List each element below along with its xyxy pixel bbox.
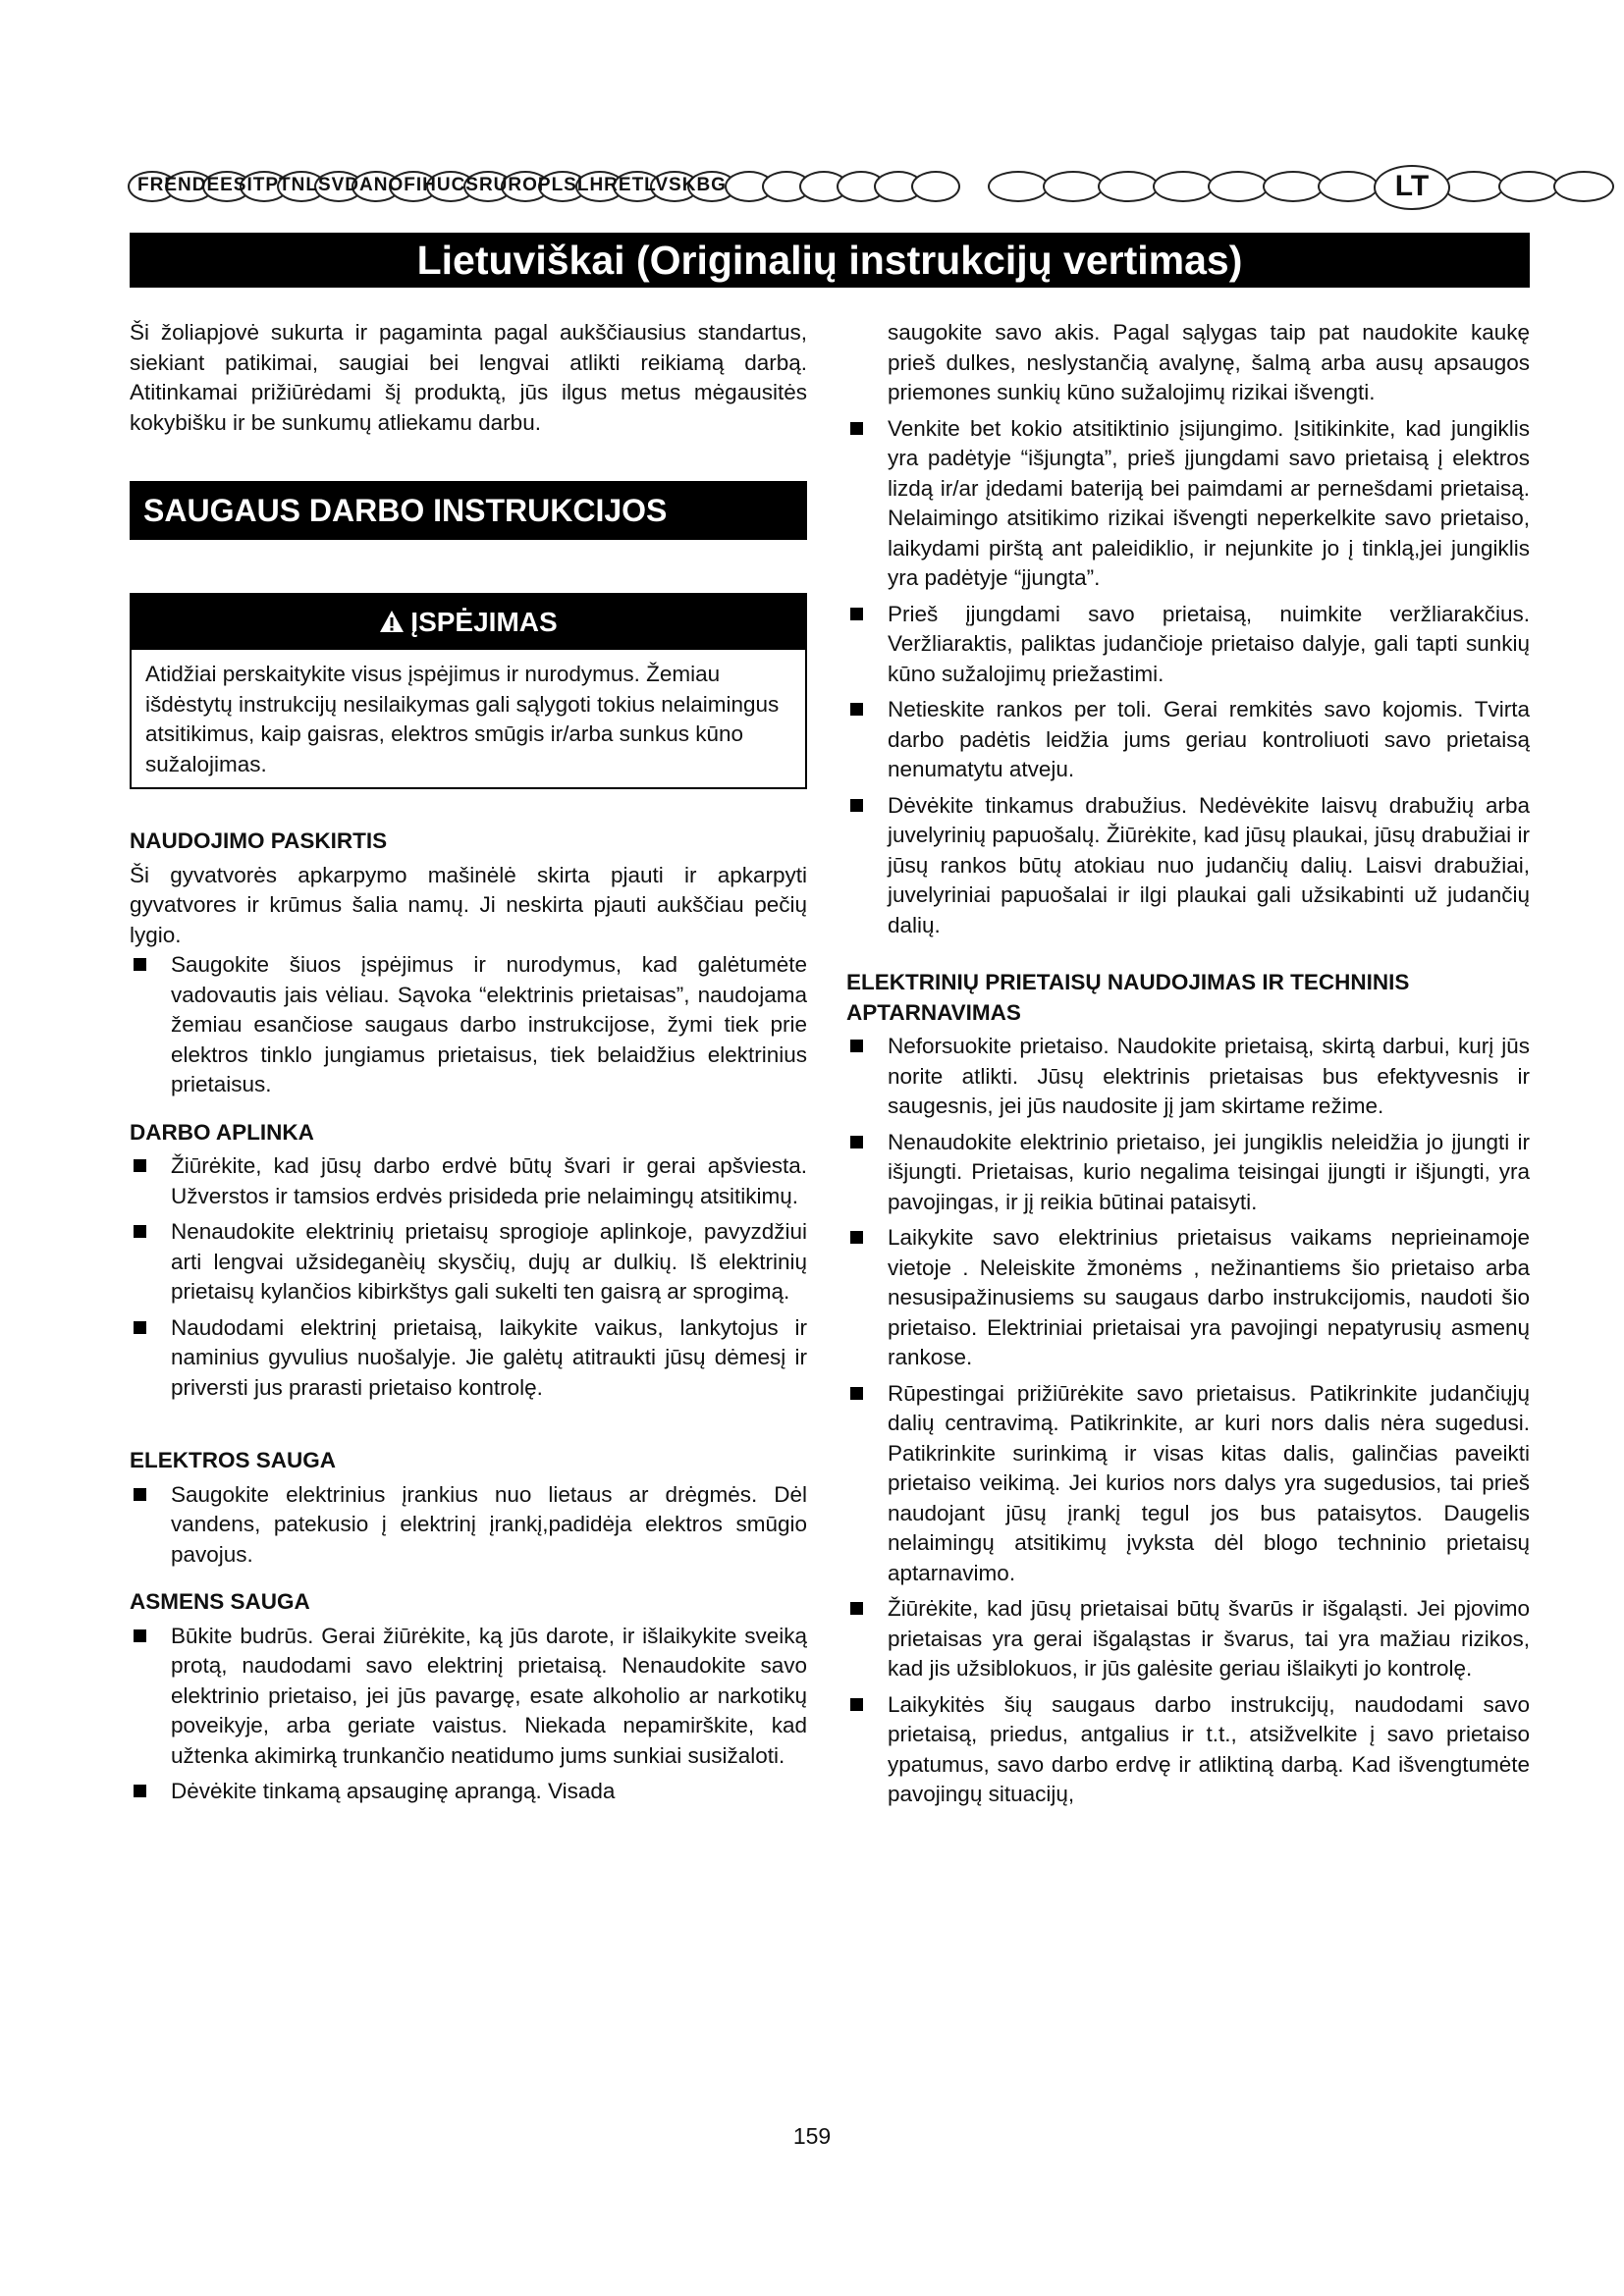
- electrical-section: [130, 1446, 807, 1570]
- warning-heading: ĮSPĖJIMAS: [410, 607, 558, 637]
- list-item: [846, 1690, 1530, 1810]
- bullet-square-icon: [850, 799, 863, 812]
- lang-oval: [1443, 171, 1504, 202]
- bullet-square-icon: [134, 1488, 146, 1501]
- work-area-list: [130, 1151, 807, 1403]
- right-column: [846, 318, 1530, 1816]
- personal-list: [130, 1622, 807, 1807]
- list-item: [846, 414, 1530, 594]
- language-tab-strip: [128, 169, 1522, 208]
- list-item: [130, 1151, 807, 1211]
- lang-oval: [1208, 171, 1269, 202]
- bullet-square-icon: [850, 1698, 863, 1711]
- list-item: [130, 1313, 807, 1404]
- work-area-section: [130, 1118, 807, 1404]
- tools-heading: ELEKTRINIŲ PRIETAISŲ NAUDOJIMAS IR TECHNINIS APTARNAVIMAS: [846, 970, 1410, 1025]
- list-item-text: Nenaudokite elektrinių prietaisų sprogioje aplinkoje, pavyzdžiui arti lengvai užsideganèių skysčių, dujų ar dulkių. Iš elektrinių prietaisų kylančios kibirkštys gali sukelti ten gaisrą ar sprogimą.: [171, 1219, 807, 1304]
- bullet-square-icon: [850, 608, 863, 620]
- bullet-square-icon: [134, 1785, 146, 1797]
- work-area-heading: DARBO APLINKA: [130, 1119, 314, 1145]
- list-item-text: Neforsuokite prietaiso. Naudokite prietaisą, skirtą darbui, kurį jūs norite atlikti. Jūsų elektrinis prietaisas bus efektyvesnis ir saugesnis, jei jūs naudosite jį jam skirtame režime.: [888, 1034, 1530, 1118]
- usage-heading: NAUDOJIMO PASKIRTIS: [130, 828, 388, 853]
- bullet-square-icon: [850, 422, 863, 435]
- list-item: [846, 1594, 1530, 1684]
- list-item: [846, 695, 1530, 785]
- list-item-text: Būkite budrūs. Gerai žiūrėkite, ką jūs darote, ir išlaikykite sveiką protą, naudodami savo elektrinį prietaisą. Nenaudokite savo elektrinio prietaiso, jei jūs pavargę, esate alkoholio ar narkotikų poveikyje, arba geriate vaistus. Niekada nepamirškite, kad užtenka akimirką trunkančio neatidumo jums sunkiai susižaloti.: [171, 1623, 807, 1768]
- list-item-text: Venkite bet kokio atsitiktinio įsijungimo. Įsitikinkite, kad jungiklis yra padėtyje “išjungta”, prieš įjungdami savo prietaisą į elektros lizdą ir/ar įdedami bateriją bei paimdami ar pernešdami prietaisą. Nelaimingo atsitikimo rizikai išvengti neperkelkite savo prietaiso, laikydami pirštą ant paleidiklio, ir nejunkite jo į tinklą,jei jungiklis yra padėtyje “įjungta”.: [888, 415, 1530, 590]
- list-item: [846, 600, 1530, 690]
- list-item: [846, 1128, 1530, 1218]
- bullet-square-icon: [850, 1231, 863, 1244]
- lang-oval: [1098, 171, 1159, 202]
- active-language-tab: LT: [1374, 165, 1450, 210]
- personal-heading: ASMENS SAUGA: [130, 1589, 310, 1614]
- bullet-square-icon: [134, 1321, 146, 1334]
- intro-paragraph: Ši žoliapjovė sukurta ir pagaminta pagal aukščiausius standartus, siekiant patikimai, saugiai bei lengvai atlikti reikiamą darbą. Atitinkamai prižiūrėdami šį produktą, jūs ilgus metus mėgausitės kokybišku ir be sunkumų atliekamu darbu.: [130, 320, 807, 435]
- tools-list: [846, 1032, 1530, 1810]
- bullet-square-icon: [134, 1629, 146, 1642]
- list-item: [846, 1379, 1530, 1589]
- list-item-text: Dėvėkite tinkamus drabužius. Nedėvėkite laisvų drabužių arba juvelyrinių papuošalų. Žiūrėkite, kad jūsų plaukai, jūsų drabužiai ir jūsų rankos būtų atokiau nuo judančių dalių. Laisvi drabužiai, juvelyriniai papuošalai ir ilgi plaukai gali užsikabinti už judančių dalių.: [888, 792, 1530, 937]
- list-item-text: Dėvėkite tinkamą apsauginę aprangą. Visada: [171, 1779, 616, 1803]
- list-item: [846, 791, 1530, 941]
- language-codes: FRENDEESITPTNLSVDANOFIHUCSRUROPLSLHRETLVSKBG: [137, 175, 727, 195]
- bullet-square-icon: [850, 1040, 863, 1052]
- list-item-text: Žiūrėkite, kad jūsų prietaisai būtų švarūs ir išgaląsti. Jei pjovimo prietaisas yra gerai išgaląstas ir švarus, tai yra mažiau rizikos, kad jis užsiblokuos, ir jūs galėsite geriau išlaikyti jo kontrolę.: [888, 1596, 1530, 1681]
- page-title: Lietuviškai (Originalių instrukcijų vertimas): [130, 233, 1530, 288]
- warning-box: [130, 593, 807, 789]
- warning-header: [132, 595, 805, 650]
- list-item: [130, 1622, 807, 1772]
- list-item: [846, 1032, 1530, 1122]
- lang-oval: [1263, 171, 1324, 202]
- list-item: [130, 1480, 807, 1571]
- list-item-text: Žiūrėkite, kad jūsų darbo erdvė būtų švari ir gerai apšviesta. Užverstos ir tamsios erdvės prisideda prie nelaimingų atsitikimų.: [171, 1153, 807, 1208]
- list-item-text: Netieskite rankos per toli. Gerai remkitės savo kojomis. Tvirta darbo padėtis leidžia jums geriau kontroliuoti savo prietaisą nenumatytu atveju.: [888, 697, 1530, 781]
- bullet-square-icon: [850, 703, 863, 716]
- bullet-square-icon: [850, 1136, 863, 1148]
- warning-text: Atidžiai perskaitykite visus įspėjimus ir nurodymus. Žemiau išdėstytų instrukcijų nesilaikymas gali sąlygoti tokius nelaimingus atsitikimus, kaip gaisras, elektros smūgis ir/arba sunkus kūno sužalojimas.: [145, 662, 780, 776]
- personal-list-continued: [846, 414, 1530, 941]
- list-item: [846, 1223, 1530, 1373]
- lang-oval: [1498, 171, 1559, 202]
- personal-section: [130, 1587, 807, 1807]
- list-item-text: Prieš įjungdami savo prietaisą, nuimkite veržliarakčius. Veržliaraktis, paliktas judančioje prietaiso dalyje, gali tapti sunkių kūno sužalojimų priežastimi.: [888, 601, 1530, 686]
- lang-oval: [1318, 171, 1379, 202]
- electrical-list: [130, 1480, 807, 1571]
- list-item: [130, 1777, 807, 1807]
- usage-section: [130, 827, 807, 1100]
- lang-oval: [1553, 171, 1614, 202]
- lang-oval: [988, 171, 1049, 202]
- section-banner: SAUGAUS DARBO INSTRUKCIJOS: [130, 481, 807, 540]
- bullet-square-icon: [134, 958, 146, 971]
- list-item: [130, 950, 807, 1100]
- left-column: [130, 318, 807, 1825]
- electrical-heading: ELEKTROS SAUGA: [130, 1448, 337, 1472]
- usage-text: Ši gyvatvorės apkarpymo mašinėlė skirta pjauti ir apkarpyti gyvatvores ir krūmus šalia namų. Ji neskirta pjauti aukščiau pečių lygio.: [130, 862, 807, 947]
- list-item-text: Saugokite elektrinius įrankius nuo lietaus ar drėgmės. Dėl vandens, patekusio į elektrinį įrankį,padidėja elektros smūgio pavojus.: [171, 1481, 807, 1567]
- page-number: 159: [792, 2123, 832, 2149]
- bullet-square-icon: [134, 1225, 146, 1238]
- list-item-text: Saugokite šiuos įspėjimus ir nurodymus, kad galėtumėte vadovautis jais vėliau. Sąvoka “elektrinis prietaisas”, naudojama žemiau esančiose saugaus darbo instrukcijose, žymi tiek prie elektros tinklo jungiamus prietaisus, tiek belaidžius elektrinius prietaisus.: [171, 952, 807, 1096]
- lang-oval: [1043, 171, 1104, 202]
- continuation-paragraph: saugokite savo akis. Pagal sąlygas taip pat naudokite kaukę prieš dulkes, neslystančią avalynę, šalmą arba ausų apsaugos priemones sunkių kūno sužalojimų rizikai išvengti.: [888, 320, 1530, 404]
- lang-oval: [1153, 171, 1214, 202]
- list-item-text: Naudodami elektrinį prietaisą, laikykite vaikus, lankytojus ir naminius gyvulius nuošalyje. Jie galėtų atitraukti jūsų dėmesį ir priversti jus prarasti prietaiso kontrolę.: [171, 1314, 807, 1400]
- bullet-square-icon: [134, 1159, 146, 1172]
- list-item-text: Laikykitės šių saugaus darbo instrukcijų, naudodami savo prietaisą, priedus, antgalius ir t.t., atsižvelkite į savo prietaiso ypatumus, savo darbo erdvę ir atliktiną darbą. Kad išvengtumėte pavojingų situacijų,: [888, 1691, 1530, 1806]
- bullet-square-icon: [850, 1602, 863, 1615]
- lang-oval: [911, 171, 960, 202]
- list-item: [130, 1217, 807, 1308]
- warning-triangle-icon: [379, 597, 405, 652]
- bullet-square-icon: [850, 1387, 863, 1400]
- list-item-text: Nenaudokite elektrinio prietaiso, jei jungiklis neleidžia jo įjungti ir išjungti. Prietaisas, kurio negalima teisingai įjungti ir išjungti, yra pavojingas, ir jį reikia būtinai pataisyti.: [888, 1129, 1530, 1214]
- list-item-text: Laikykite savo elektrinius prietaisus vaikams neprieinamoje vietoje . Neleiskite žmonėms , nežinantiems šio prietaiso arba nesusipažinusiems su saugaus darbo instrukcijomis, naudoti šio prietaiso. Elektriniai prietaisai yra pavojingi nepatyrusių asmenų rankose.: [888, 1225, 1530, 1369]
- usage-list: [130, 950, 807, 1100]
- list-item-text: Rūpestingai prižiūrėkite savo prietaisus. Patikrinkite judančiųjų dalių centravimą. Patikrinkite, ar kuri nors dalis nėra sugedusi. Patikrinkite surinkimą ir visas kitas dalis, galinčias paveikti prietaiso veikimą. Jei kurios nors dalys yra sugedusios, tai prieš naudojant jūsų įrankį tegul jos bus pataisytos. Daugelis nelaimingų atsitikimų įvyksta dėl blogo techninio prietaisų aptarnavimo.: [888, 1380, 1530, 1585]
